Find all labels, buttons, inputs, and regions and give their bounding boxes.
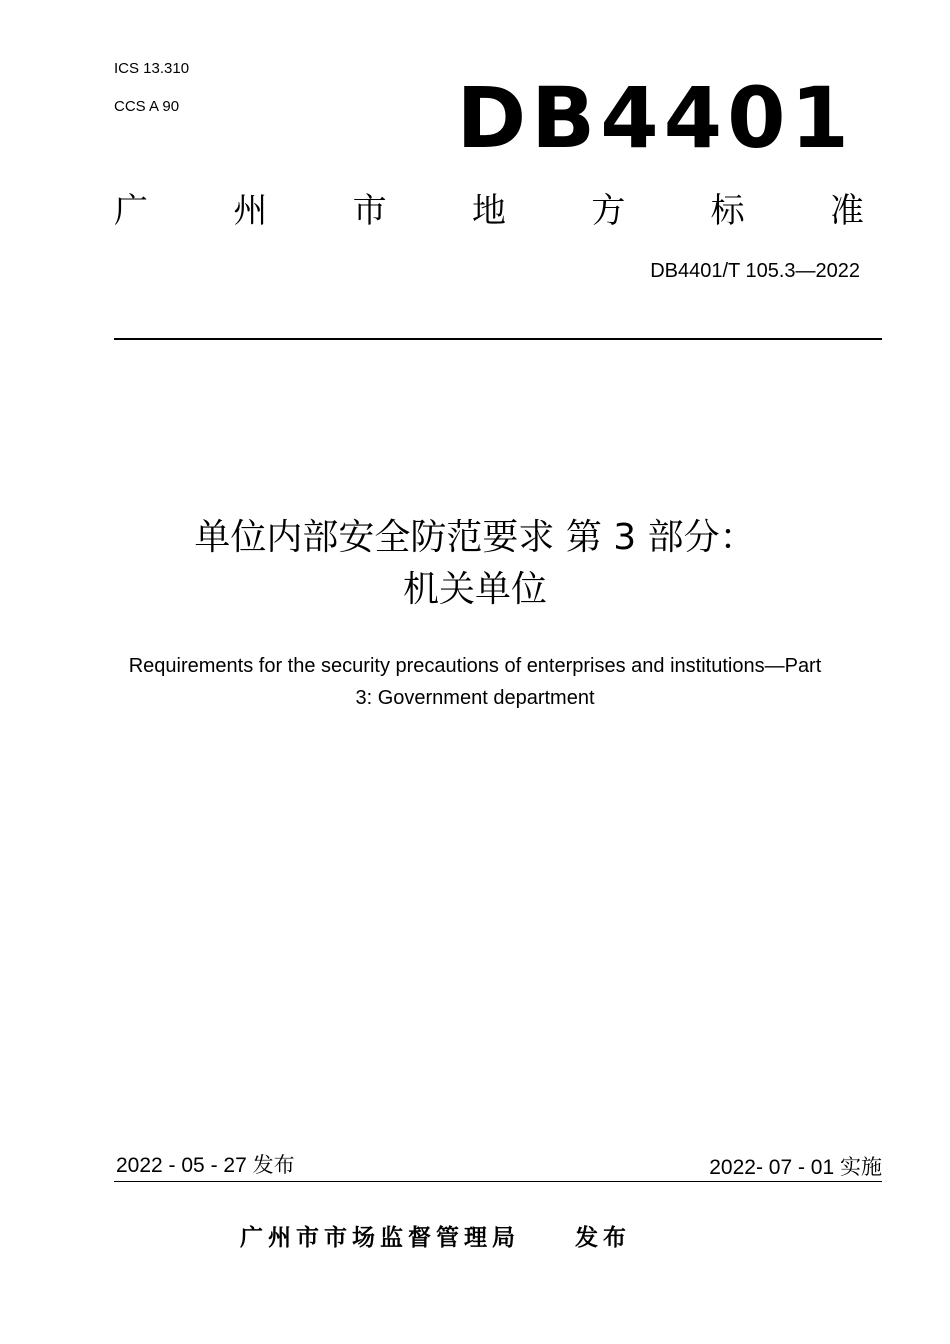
issuer-name: 广州市市场监督管理局 (240, 1225, 520, 1251)
title-chinese-line-1: 单位内部安全防范要求 第 3 部分： (194, 517, 756, 558)
standard-number: DB4401/T 105.3—2022 (650, 260, 860, 282)
title-chinese-line-2: 机关单位 (402, 569, 547, 610)
ccs-code: CCS A 90 (114, 98, 180, 115)
title-english-line-1: Requirements for the security precautions of enterprises and institutions—Part (128, 655, 822, 677)
issue-action: 发布 (575, 1225, 631, 1251)
ics-code: ICS 13.310 (114, 60, 190, 77)
standard-type-char: 广 (114, 191, 148, 231)
standard-code-large: DB4401 (456, 69, 854, 167)
title-english (80, 650, 870, 714)
footer-divider (114, 1181, 882, 1182)
implement-date: 2022- 07 - 01 实施 (709, 1156, 882, 1179)
standard-type-char: 标 (710, 191, 745, 231)
standard-type-heading (114, 189, 864, 233)
standard-type-char: 州 (233, 191, 268, 231)
standard-type-char: 地 (471, 191, 506, 231)
standard-type-char: 方 (591, 191, 626, 231)
standard-type-char: 准 (829, 191, 864, 231)
title-english-line-2: 3: Government department (355, 687, 595, 709)
title-chinese (0, 512, 950, 616)
standard-type-char: 市 (352, 191, 387, 231)
header-divider (114, 338, 882, 340)
publish-date: 2022 - 05 - 27 发布 (116, 1154, 295, 1177)
issuer-line (240, 1222, 631, 1254)
